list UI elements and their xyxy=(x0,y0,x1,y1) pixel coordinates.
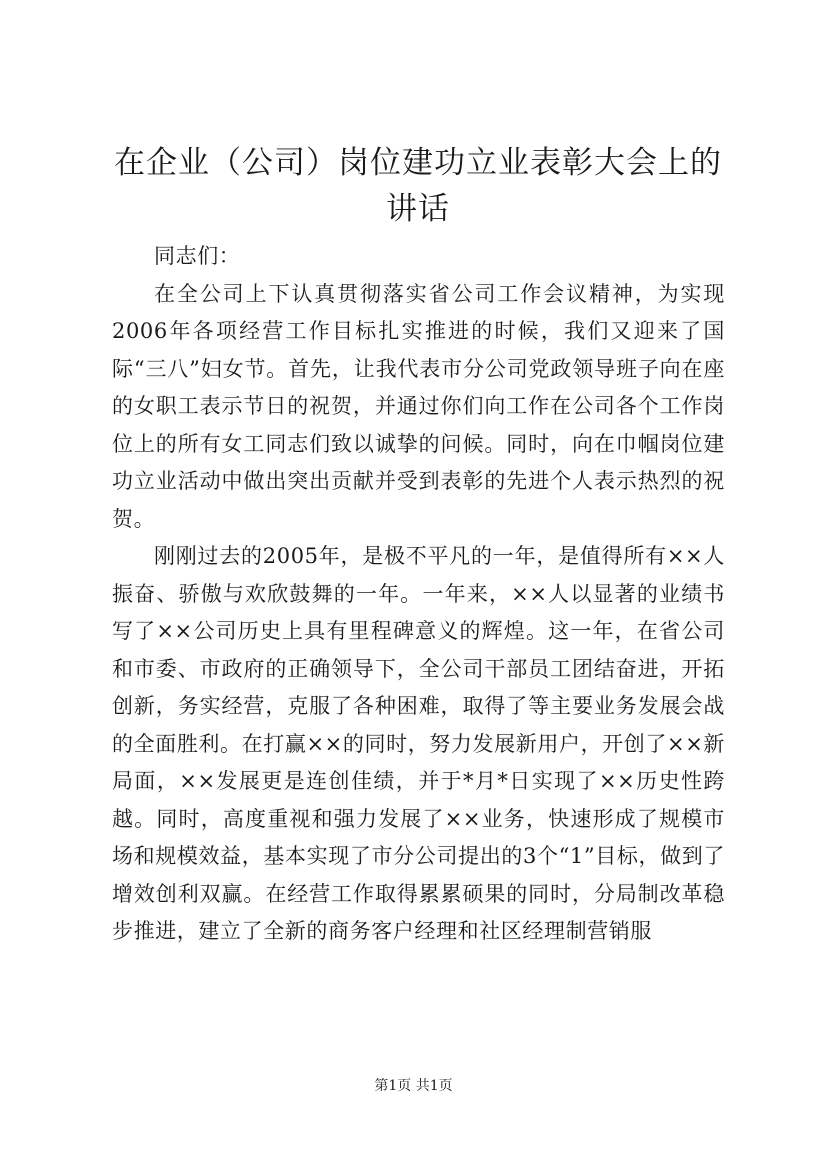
paragraph-1: 在全公司上下认真贯彻落实省公司工作会议精神，为实现2006年各项经营工作目标扎实推进的时候，我们又迎来了国际“三八”妇女节。首先，让我代表市分公司党政领导班子向在座的女职工表示节日的祝贺，并通过你们向工作在公司各个工作岗位上的所有女工同志们致以诚挚的问候。同时，向在巾帼岗位建功立业活动中做出突出贡献并受到表彰的先进个人表示热烈的祝贺。 xyxy=(112,281,725,531)
document-body xyxy=(112,238,725,951)
paragraph-2: 刚刚过去的2005年，是极不平凡的一年，是值得所有××人振奋、骄傲与欢欣鼓舞的一年。一年来，××人以显著的业绩书写了××公司历史上具有里程碑意义的辉煌。这一年，在省公司和市委、市政府的正确领导下，全公司干部员工团结奋进，开拓创新，务实经营，克服了各种困难，取得了等主要业务发展会战的全面胜利。在打赢××的同时，努力发展新用户，开创了××新局面，××发展更是连创佳绩，并于*月*日实现了××历史性跨越。同时，高度重视和强力发展了××业务，快速形成了规模市场和规模效益，基本实现了市分公司提出的3个“1”目标，做到了增效创利双赢。在经营工作取得累累硕果的同时，分局制改革稳步推进，建立了全新的商务客户经理和社区经理制营销服 xyxy=(112,544,725,943)
page-footer: 第1页 共1页 xyxy=(374,1078,453,1094)
document-title: 在企业（公司）岗位建功立业表彰大会上的讲话 xyxy=(114,145,722,227)
salutation: 同志们： xyxy=(154,244,241,268)
